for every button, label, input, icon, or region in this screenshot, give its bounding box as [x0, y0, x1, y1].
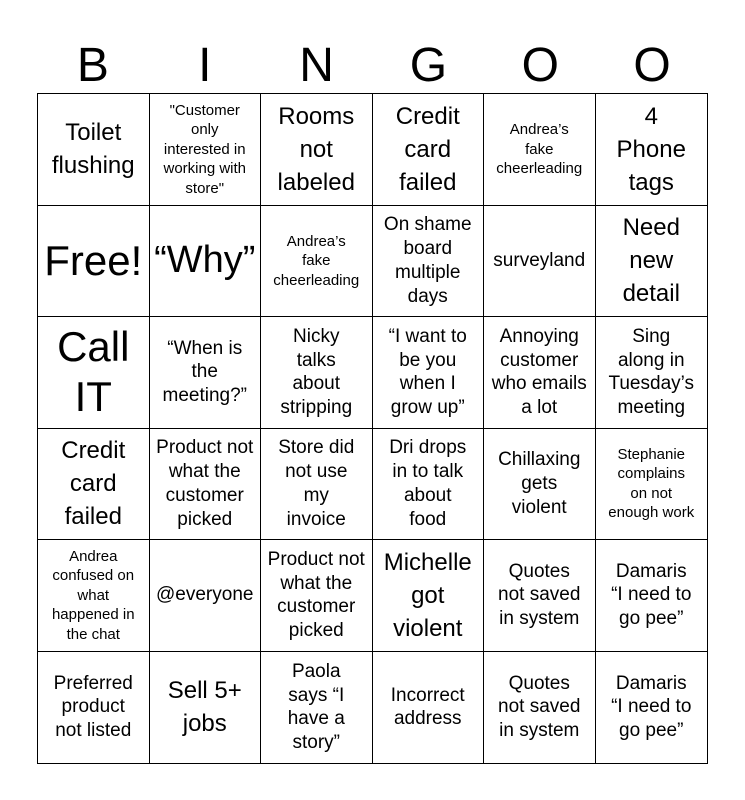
bingo-board	[37, 93, 708, 764]
bingo-cell[interactable]: Andrea’s fake cheerleading	[261, 206, 373, 318]
bingo-cell[interactable]: Andrea’s fake cheerleading	[484, 94, 596, 206]
bingo-cell[interactable]: Credit card failed	[373, 94, 485, 206]
header-letter-g: G	[409, 39, 448, 92]
bingo-cell[interactable]: Store did not use my invoice	[261, 429, 373, 541]
bingo-cell[interactable]: Chillaxing gets violent	[484, 429, 596, 541]
header-letter-b: B	[76, 39, 109, 92]
bingo-header	[37, 38, 708, 94]
bingo-cell[interactable]: Dri drops in to talk about food	[373, 429, 485, 541]
header-letter-n: N	[299, 39, 334, 92]
free-cell[interactable]: Free!	[38, 206, 150, 318]
bingo-cell[interactable]: "Customer only interested in working with store"	[150, 94, 262, 206]
bingo-cell[interactable]: Incorrect address	[373, 652, 485, 764]
header-letter-o: O	[521, 39, 559, 92]
bingo-cell[interactable]: Preferred product not listed	[38, 652, 150, 764]
bingo-cell[interactable]: “When is the meeting?”	[150, 317, 262, 429]
bingo-cell[interactable]: Stephanie complains on not enough work	[596, 429, 708, 541]
bingo-cell[interactable]: Andrea confused on what happened in the chat	[38, 540, 150, 652]
bingo-cell[interactable]: Credit card failed	[38, 429, 150, 541]
bingo-cell[interactable]: Damaris “I need to go pee”	[611, 672, 692, 742]
bingo-cell[interactable]: On shame board multiple days	[373, 206, 485, 318]
header-letter-o-2: O	[633, 39, 671, 92]
bingo-cell[interactable]: surveyland	[484, 206, 596, 318]
bingo-cell[interactable]: Call IT	[38, 317, 150, 429]
bingo-cell[interactable]: Product not what the customer picked	[261, 540, 373, 652]
bingo-cell[interactable]: Quotes not saved in system	[484, 540, 596, 652]
bingo-cell[interactable]: Toilet flushing	[38, 94, 150, 206]
bingo-cell[interactable]: Nicky talks about stripping	[261, 317, 373, 429]
bingo-cell[interactable]: Paola says “I have a story”	[261, 652, 373, 764]
bingo-cell[interactable]: Rooms not labeled	[261, 94, 373, 206]
bingo-cell[interactable]: Sell 5+ jobs	[150, 652, 262, 764]
bingo-cell[interactable]: “I want to be you when I grow up”	[373, 317, 485, 429]
bingo-cell[interactable]: 4 Phone tags	[596, 94, 708, 206]
bingo-cell[interactable]: Product not what the customer picked	[150, 429, 262, 541]
bingo-cell[interactable]: “Why”	[150, 206, 262, 318]
bingo-cell[interactable]: Quotes not saved in system	[484, 652, 596, 764]
bingo-cell[interactable]: @everyone	[150, 540, 262, 652]
bingo-cell[interactable]: Sing along in Tuesday’s meeting	[596, 317, 708, 429]
bingo-cell[interactable]: Damaris “I need to go pee”	[596, 540, 708, 652]
header-letter-i: I	[198, 39, 212, 92]
bingo-cell[interactable]: Annoying customer who emails a lot	[484, 317, 596, 429]
bingo-cell[interactable]: Need new detail	[596, 206, 708, 318]
bingo-cell[interactable]: Michelle got violent	[373, 540, 485, 652]
